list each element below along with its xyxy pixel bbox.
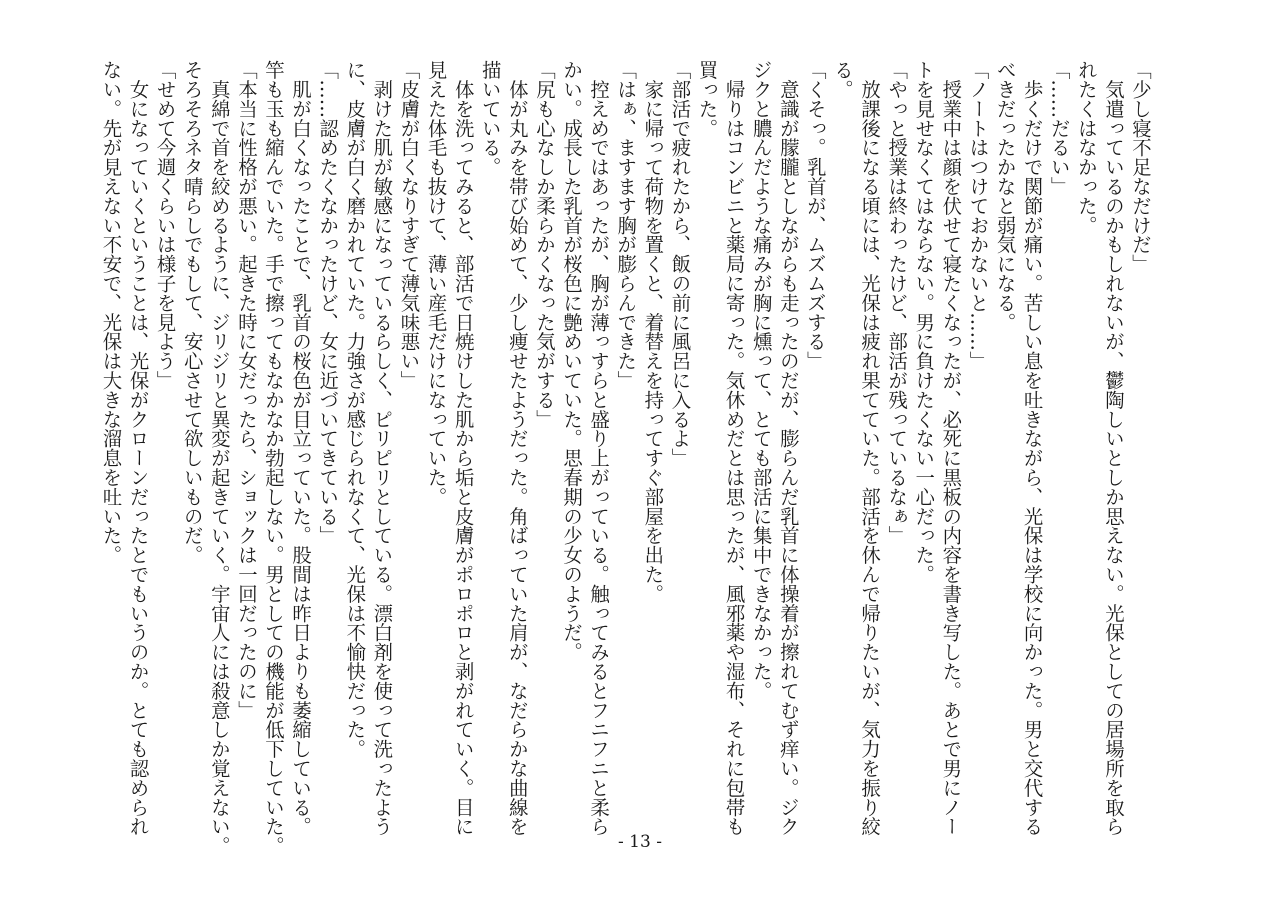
text-line: 放課後になる頃には、光保は疲れ果てていた。部活を休んで帰りたいが、気力を振り絞 — [858, 60, 882, 836]
text-line: 「部活で疲れたから、飯の前に風呂に入るよ」 — [668, 60, 692, 468]
text-line: 「……だるい」 — [1047, 60, 1071, 196]
text-line: に、皮膚が白く磨かれていた。力強さが感じられなくて、光保は不愉快だった。 — [343, 60, 367, 759]
text-line: 女になっていくということは、光保がクローンだったとでもいうのか。とても認められ — [126, 60, 150, 836]
text-line: 見えた体毛も抜けて、薄い産毛だけになっていた。 — [424, 60, 448, 507]
text-line: 「せめて今週くらいは様子を見よう」 — [153, 60, 177, 390]
text-line: 「はぁ、ますます胸が膨らんできた」 — [614, 60, 638, 390]
text-line: 「皮膚が白くなりすぎて薄気味悪い」 — [397, 60, 421, 390]
page-number: - 13 - — [618, 832, 662, 852]
text-line: 描いている。 — [478, 60, 502, 177]
text-line: そろそろネタ晴らしでもして、安心させて欲しいものだ。 — [180, 60, 204, 565]
text-line: 気遣っているのかもしれないが、鬱陶しいとしか思えない。光保としての居場所を取ら — [1101, 60, 1125, 836]
text-line: 体を洗ってみると、部活で日焼けした肌から垢と皮膚がポロポロと剥がれていく。目に — [451, 60, 475, 836]
text-line: 家に帰って荷物を置くと、着替えを持ってすぐ部屋を出た。 — [641, 60, 665, 604]
text-line: かい。成長した乳首が桜色に艶めいていた。思春期の少女のようだ。 — [560, 60, 584, 662]
text-line: る。 — [830, 60, 854, 99]
text-line: 帰りはコンビニと薬局に寄った。気休めだとは思ったが、風邪薬や湿布、それに包帯も — [722, 60, 746, 836]
text-line: 買った。 — [695, 60, 719, 138]
text-line: 「本当に性格が悪い。起きた時に女だったら、ショックは一回だったのに」 — [234, 60, 258, 720]
text-line: 授業中は顔を伏せて寝たくなったが、必死に黒板の内容を書き写した。あとで男にノー — [939, 60, 963, 836]
text-line: 体が丸みを帯び始めて、少し痩せたようだった。角ばっていた肩が、なだらかな曲線を — [505, 60, 529, 836]
text-line: 「少し寝不足なだけだ」 — [1129, 60, 1152, 274]
text-line: ない。先が見えない不安で、光保は大きな溜息を吐いた。 — [99, 60, 123, 565]
text-line: 意識が朦朧としながらも走ったのだが、膨らんだ乳首に体操着が擦れてむず痒い。ジク — [776, 60, 800, 836]
text-line: れたくはなかった。 — [1074, 60, 1098, 235]
text-line: トを見せなくてはならない。男に負けたくない一心だった。 — [912, 60, 936, 584]
text-line: べきだったかなと弱気になる。 — [993, 60, 1017, 332]
text-line: 「くそっ。乳首が、ムズムズする」 — [803, 60, 827, 371]
text-line: 真綿で首を絞めるように、ジリジリと異変が起きていく。宇宙人には殺意しか覚えない。 — [207, 60, 231, 856]
text-line: 竿も玉も縮んでいた。手で擦ってもなかなか勃起しない。男としての機能が低下していた。 — [262, 60, 285, 856]
text-line: 「尻も心なしか柔らかくなった気がする」 — [532, 60, 556, 429]
text-line: 控えめではあったが、胸が薄っすらと盛り上がっている。触ってみるとフニフニと柔ら — [587, 60, 611, 836]
text-line: 剥けた肌が敏感になっているらしく、ピリピリとしている。漂白剤を使って洗ったよう — [370, 60, 394, 836]
text-line: 肌が白くなったことで、乳首の桜色が目立っていた。股間は昨日よりも萎縮している。 — [289, 60, 313, 836]
text-line: ジクと膿んだような痛みが胸に燻って、とても部活に集中できなかった。 — [749, 60, 773, 701]
text-line: 「ノートはつけておかないと……」 — [966, 60, 990, 371]
text-line: 「やっと授業は終わったけど、部活が残っているなぁ」 — [885, 60, 909, 545]
text-line: 「……認めたくなかったけど、女に近づいてきている」 — [316, 60, 340, 545]
text-line: 歩くだけで関節が痛い。苦しい息を吐きながら、光保は学校に向かった。男と交代する — [1020, 60, 1044, 836]
